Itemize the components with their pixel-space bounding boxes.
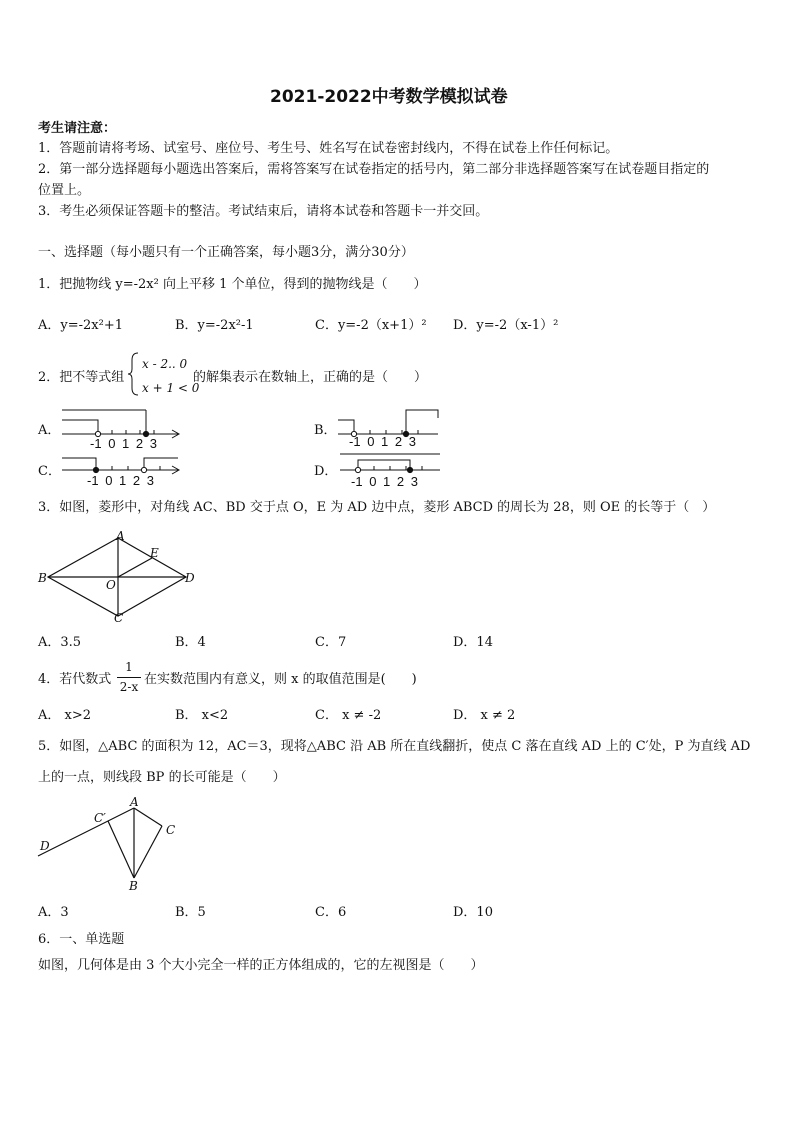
q3-option-c[interactable]: C．7 (315, 635, 347, 650)
q4-option-d[interactable]: D． x ≠ 2 (453, 708, 516, 723)
q5-label-d: D (40, 839, 50, 853)
q3-option-a[interactable]: A．3.5 (38, 635, 82, 650)
q5-option-d[interactable]: D．10 (453, 905, 493, 920)
q5-fold-figure (38, 794, 208, 894)
q4-option-b[interactable]: B． x<2 (175, 708, 229, 723)
notice-line-4: 3．考生必须保证答题卡的整洁。考试结束后，请将本试卷和答题卡一并交回。 (38, 204, 489, 219)
q5-label-b: B (129, 879, 138, 893)
q1-stem: 1．把抛物线 y=-2x² 向上平移 1 个单位，得到的抛物线是（ ） (38, 277, 427, 292)
q4-stem-prefix: 4．若代数式 (38, 672, 112, 687)
q4-fraction-bar (117, 677, 141, 678)
q4-stem-suffix: 在实数范围内有意义，则 x 的取值范围是( ) (144, 672, 417, 687)
notice-line-2: 2．第一部分选择题每小题选出答案后，需将答案写在试卷指定的括号内，第二部分非选择题答案写在试卷题目指定的 (38, 162, 710, 177)
notice-line-1: 1．答题前请将考场、试室号、座位号、考生号、姓名写在试卷密封线内，不得在试卷上作任何标记。 (38, 141, 619, 156)
notice-heading: 考生请注意： (38, 121, 117, 136)
q3-option-b[interactable]: B．4 (175, 635, 206, 650)
q1-option-c[interactable]: C．y=-2（x+1）² (315, 318, 427, 333)
q3-option-d[interactable]: D．14 (453, 635, 493, 650)
q5-option-c[interactable]: C．6 (315, 905, 347, 920)
q4-option-a[interactable]: A． x>2 (38, 708, 92, 723)
q4-fraction-denominator: 2-x (119, 680, 139, 694)
q4-fraction-numerator: 1 (125, 660, 133, 674)
q3-label-a: A (116, 529, 125, 543)
q2-option-c[interactable]: C． (38, 464, 61, 479)
section-heading: 一、选择题（每小题只有一个正确答案，每小题3分，满分30分） (38, 245, 414, 260)
q5-label-c: C (166, 823, 176, 837)
q6-heading: 6．一、单选题 (38, 932, 125, 947)
q2-option-b[interactable]: B． (314, 423, 337, 438)
q2-option-d[interactable]: D． (314, 464, 338, 479)
q1-option-a[interactable]: A．y=-2x²+1 (38, 318, 123, 333)
q6-stem: 如图，几何体是由 3 个大小完全一样的正方体组成的，它的左视图是（ ） (38, 958, 484, 973)
q2-option-a[interactable]: A． (38, 423, 61, 438)
q2-stem-suffix: 的解集表示在数轴上，正确的是（ ） (193, 370, 428, 385)
q5-line-1: 5．如图，△ABC 的面积为 12，AC＝3，现将△ABC 沿 AB 所在直线翻折，使点 C 落在直线 AD 上的 C′处，P 为直线 AD (38, 739, 751, 754)
q2-ineq-2: x + 1 < 0 (142, 381, 200, 395)
q2-brace (128, 352, 140, 396)
q3-label-e: E (150, 546, 159, 560)
q2-stem-prefix: 2．把不等式组 (38, 370, 125, 385)
q4-option-c[interactable]: C． x ≠ -2 (315, 708, 382, 723)
q2-c-ticks: -1 0 1 2 3 (87, 473, 154, 488)
q1-option-b[interactable]: B．y=-2x²-1 (175, 318, 254, 333)
q3-label-b: B (38, 571, 47, 585)
page-title: 2021-2022中考数学模拟试卷 (270, 87, 508, 107)
q3-label-c: C (114, 611, 124, 625)
notice-line-3: 位置上。 (38, 183, 91, 198)
q3-label-d: D (185, 571, 195, 585)
q2-d-ticks: -1 0 1 2 3 (351, 474, 418, 489)
q5-label-a: A (130, 795, 139, 809)
q1-option-d[interactable]: D．y=-2（x-1）² (453, 318, 559, 333)
q3-stem: 3．如图，菱形中，对角线 AC、BD 交于点 O，E 为 AD 边中点，菱形 ABCD 的周长为 28，则 OE 的长等于（ ） (38, 500, 716, 515)
q5-option-a[interactable]: A．3 (38, 905, 69, 920)
q2-b-ticks: -1 0 1 2 3 (349, 434, 416, 449)
q2-ineq-1: x - 2.. 0 (142, 357, 188, 371)
q5-line-2: 上的一点，则线段 BP 的长可能是（ ） (38, 770, 286, 785)
q3-label-o: O (106, 578, 116, 592)
q5-option-b[interactable]: B．5 (175, 905, 206, 920)
q5-label-c-prime: C′ (94, 811, 106, 825)
q2-a-ticks: -1 0 1 2 3 (90, 436, 157, 451)
